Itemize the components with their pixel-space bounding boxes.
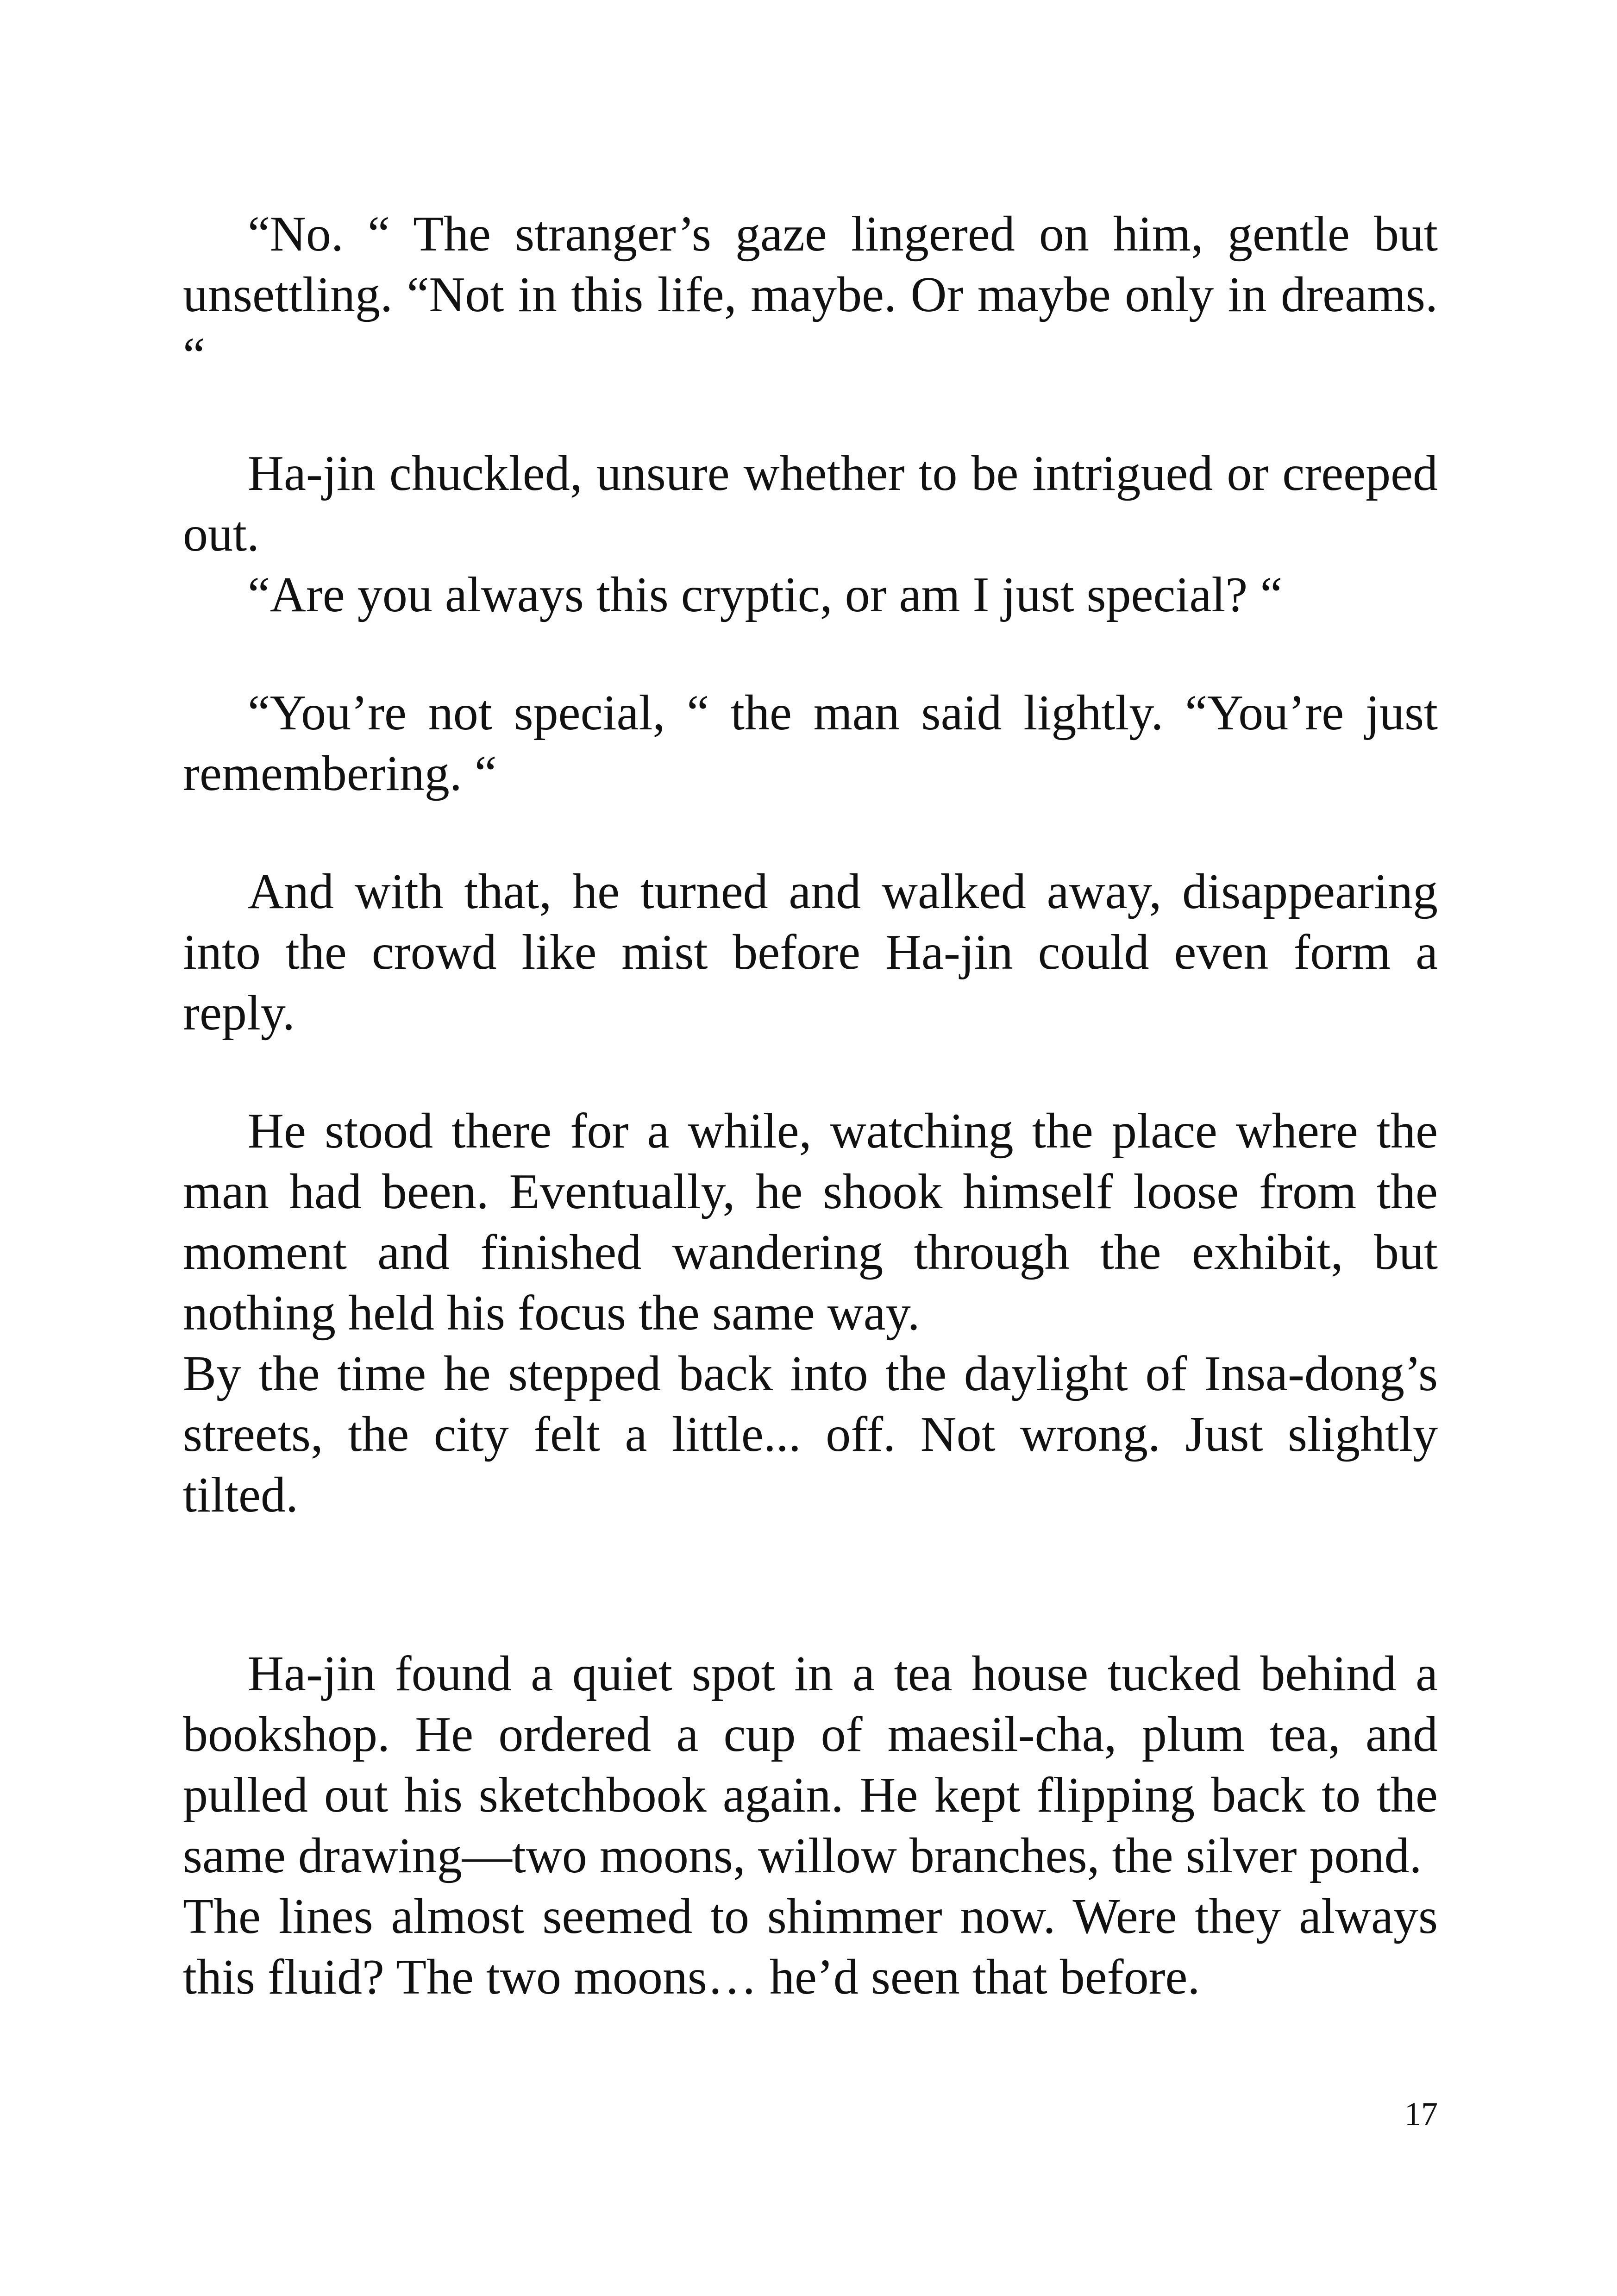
paragraph-stranger-reply: “No. “ The stranger’s gaze lingered on him, gentle but unsettling. “Not in this life, maybe. Or maybe only in dreams. “ — [183, 207, 1438, 383]
paragraph-hajin-question: “Are you always this cryptic, or am I just special? “ — [248, 567, 1283, 622]
page-number: 17 — [1404, 2095, 1438, 2133]
paragraph-lines-shimmer: The lines almost seemed to shimmer now. Were they always this fluid? The two moons… he’d seen that before. — [183, 1889, 1438, 2005]
paragraph-hajin-stood: He stood there for a while, watching the place where the man had been. Eventually, he shook himself loose from the moment and finished wandering through the exhibit, but nothing held his focus the same way. — [183, 1104, 1438, 1341]
paragraph-man-walks-away: And with that, he turned and walked away, disappearing into the crowd like mist before Ha-jin could even form a reply. — [183, 864, 1438, 1041]
page-body-text — [183, 204, 1438, 2007]
paragraph-man-reply: “You’re not special, “ the man said lightly. “You’re just remembering. “ — [183, 685, 1438, 801]
paragraph-insa-dong-streets: By the time he stepped back into the daylight of Insa-dong’s streets, the city felt a little... off. Not wrong. Just slightly tilted. — [183, 1346, 1438, 1523]
paragraph-tea-house: Ha-jin found a quiet spot in a tea house tucked behind a bookshop. He ordered a cup of maesil-cha, plum tea, and pulled out his sketchbook again. He kept flipping back to the same drawing—two moons, willow branches, the silver pond. — [183, 1646, 1438, 1883]
paragraph-hajin-chuckled: Ha-jin chuckled, unsure whether to be intrigued or creeped out. — [183, 446, 1438, 562]
